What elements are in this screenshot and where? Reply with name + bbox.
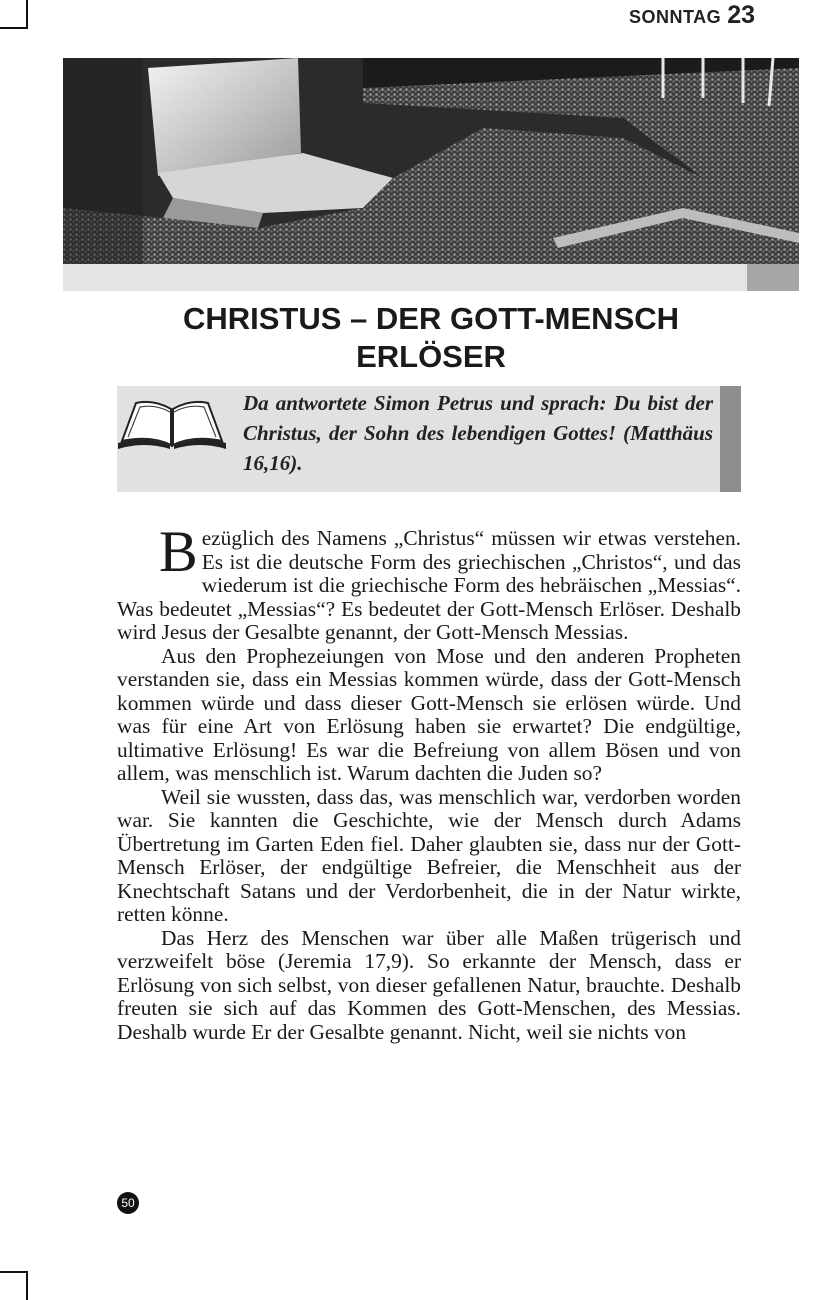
drop-cap: B (159, 519, 198, 584)
title-line-1: CHRISTUS – DER GOTT-MENSCH (182, 301, 680, 336)
page-title (63, 300, 799, 376)
title-line-2: ERLÖSER (356, 339, 506, 374)
verse-box-accent (720, 386, 741, 492)
paragraph-1 (117, 519, 741, 645)
day-header-bar (63, 264, 799, 291)
paragraph-2: Aus den Prophezeiungen von Mose und den anderen Propheten verstanden sie, dass ein Messias kommen würde, dass der Gott-Mensch kommen würde und dass dieser Gott-Mensch sie erlösen würde. Und was für eine Art von Erlösung haben sie erwartet? Die endgültige, ultimative Erlösung! Es war die Befreiung von allem Bösen und von allem, was menschlich ist. Warum dachten die Juden so? (117, 643, 741, 785)
paragraph-4: Das Herz des Menschen war über alle Maßen trügerisch und verzweifelt böse (Jeremia 17,9). So erkannte der Mensch, dass er Erlösung von sich selbst, von dieser gefallenen Natur, brauchte. Deshalb freuten sie sich auf das Kommen des Gott-Menschen, des Messias. Deshalb wurde Er der Gesalbte genannt. Nicht, weil sie nichts von (117, 925, 741, 1044)
crop-mark-bottom-v (26, 1271, 28, 1300)
paragraph-1-text: ezüglich des Namens „Christus“ müssen wir etwas verstehen. Es ist die deutsche Form des griechischen „Christos“, und das wiederum ist die griechische Form des hebräischen „Messias“. Was bedeutet „Messias“? Es bedeutet der Gott-Mensch Erlöser. Deshalb wird Jesus der Gesalbte genannt, der Gott-Mensch Messias. (117, 526, 741, 644)
paragraph-3: Weil sie wussten, dass das, was menschlich war, verdorben worden war. Sie kannten die Geschichte, wie der Mensch durch Adams Übertretung im Garten Eden fiel. Daher glaubten sie, dass nur der Gott-Mensch Erlöser, der endgültige Befreier, die Menschheit aus der Knechtschaft Satans und der Verdorbenheit, die in der Natur wirkte, retten könne. (117, 784, 741, 926)
page-number: 50 (117, 1192, 139, 1214)
crop-mark-top-v (26, 0, 28, 29)
crop-mark-bottom-h (0, 1271, 26, 1273)
body-text (117, 519, 741, 1044)
day-label (629, 2, 755, 29)
day-word: SONNTAG (629, 7, 722, 27)
verse-text: Da antwortete Simon Petrus und sprach: Du bist der Christus, der Sohn des lebendigen Gottes! (Matthäus 16,16). (243, 391, 713, 475)
header-photo (63, 58, 799, 264)
day-number: 23 (727, 1, 755, 29)
open-book-icon (114, 395, 230, 455)
arena-audience-photo (63, 58, 799, 264)
crop-mark-top-h (0, 27, 26, 29)
day-header-accent (747, 264, 799, 291)
